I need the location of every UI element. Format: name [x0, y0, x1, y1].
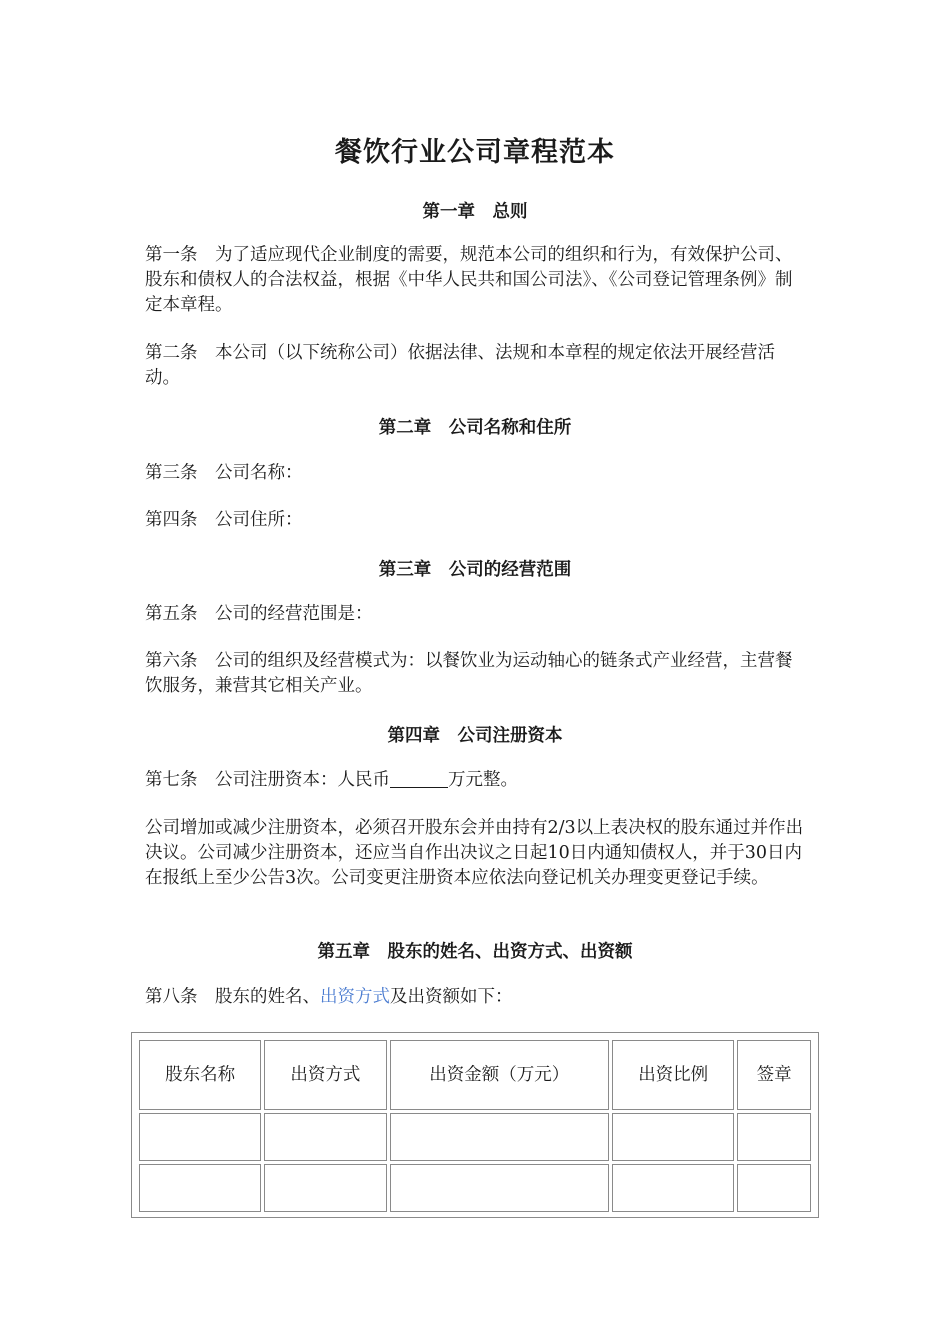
table-row [139, 1164, 811, 1212]
capital-change-paragraph: 公司增加或减少注册资本，必须召开股东会并由持有2/3以上表决权的股东通过并作出决议。公司减少注册资本，还应当自作出决议之日起10日内通知债权人，并于30日内在报纸上至少公告3次。公司变更注册资本应依法向登记机关办理变更登记手续。 [145, 818, 804, 888]
table-cell [139, 1164, 261, 1212]
article-7-prefix: 第七条 公司注册资本：人民币 [145, 770, 390, 790]
capital-amount-blank [390, 769, 448, 788]
header-signature: 签章 [737, 1040, 811, 1110]
header-contribution-amount: 出资金额（万元） [390, 1040, 610, 1110]
article-4: 第四条 公司住所： [145, 510, 303, 530]
table-cell [612, 1164, 734, 1212]
table-header-row [139, 1040, 811, 1110]
header-shareholder-name: 股东名称 [139, 1040, 261, 1110]
document-title: 餐饮行业公司章程范本 [335, 137, 615, 168]
article-8 [145, 985, 809, 1010]
article-3: 第三条 公司名称： [145, 463, 303, 483]
chapter-3-heading: 第三章 公司的经营范围 [378, 560, 572, 580]
table-cell [612, 1113, 734, 1161]
article-6: 第六条 公司的组织及经营模式为：以餐饮业为运动轴心的链条式产业经营，主营餐饮服务，兼营其它相关产业。 [145, 651, 793, 696]
table-cell [264, 1113, 386, 1161]
article-8-prefix: 第八条 股东的姓名、 [145, 987, 320, 1007]
chapter-2-heading: 第二章 公司名称和住所 [378, 418, 572, 438]
article-5: 第五条 公司的经营范围是： [145, 604, 373, 624]
chapter-4-heading: 第四章 公司注册资本 [387, 726, 563, 746]
table-cell [264, 1164, 386, 1212]
chapter-5-heading: 第五章 股东的姓名、出资方式、出资额 [317, 942, 633, 962]
shareholder-table [131, 1032, 819, 1218]
contribution-method-link[interactable]: 出资方式 [320, 987, 390, 1007]
table-cell [139, 1113, 261, 1161]
header-contribution-method: 出资方式 [264, 1040, 386, 1110]
article-8-suffix: 及出资额如下： [390, 987, 513, 1007]
article-7-suffix: 万元整。 [448, 770, 518, 790]
table-row [139, 1113, 811, 1161]
chapter-1-heading: 第一章 总则 [422, 202, 528, 222]
header-contribution-ratio: 出资比例 [612, 1040, 734, 1110]
article-1: 第一条 为了适应现代企业制度的需要，规范本公司的组织和行为，有效保护公司、股东和债权人的合法权益，根据《中华人民共和国公司法》、《公司登记管理条例》制定本章程。 [145, 245, 793, 315]
table-cell [390, 1113, 610, 1161]
article-7 [145, 768, 809, 793]
article-2: 第二条 本公司（以下统称公司）依据法律、法规和本章程的规定依法开展经营活动。 [145, 343, 775, 388]
table-cell [737, 1113, 811, 1161]
table-cell [390, 1164, 610, 1212]
table-cell [737, 1164, 811, 1212]
